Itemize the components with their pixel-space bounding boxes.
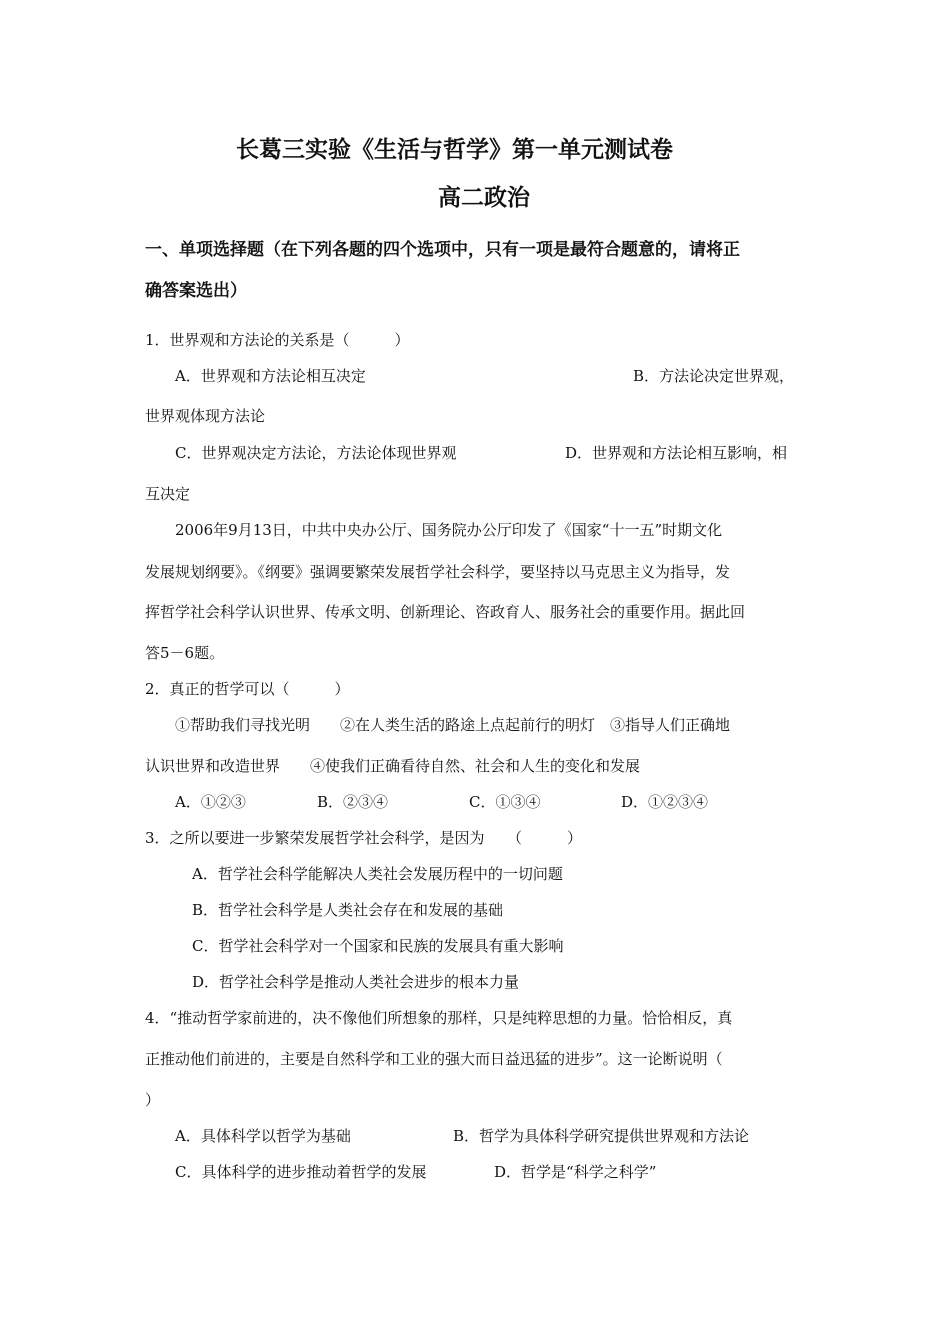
- q1-stem: 1．世界观和方法论的关系是（ ）: [145, 331, 410, 349]
- q4-option-a: A．具体科学以哲学为基础: [175, 1127, 351, 1145]
- q4-option-d: D．哲学是“科学之科学”: [494, 1163, 657, 1181]
- q3-option-a: A．哲学社会科学能解决人类社会发展历程中的一切问题: [192, 865, 563, 883]
- section-heading-line2: 确答案选出）: [145, 281, 247, 301]
- section-heading-line1: 一、单项选择题（在下列各题的四个选项中，只有一项是最符合题意的，请将正: [145, 240, 740, 260]
- q3-option-d: D．哲学社会科学是推动人类社会进步的根本力量: [192, 973, 520, 991]
- q1-option-a: A．世界观和方法论相互决定: [175, 367, 366, 385]
- document-title: 长葛三实验《生活与哲学》第一单元测试卷: [236, 137, 673, 163]
- q2-option-d: D．①②③④: [621, 793, 709, 811]
- q4-stem-line3: ）: [145, 1091, 161, 1109]
- material-line3: 挥哲学社会科学认识世界、传承文明、创新理论、咨政育人、服务社会的重要作用。据此回: [145, 603, 746, 621]
- q2-option-c: C．①③④: [469, 793, 541, 811]
- q2-stem: 2．真正的哲学可以（ ）: [145, 680, 350, 698]
- q2-items-line2: 认识世界和改造世界 ④使我们正确看待自然、社会和人生的变化和发展: [145, 757, 641, 775]
- document-subtitle: 高二政治: [438, 185, 530, 211]
- q2-option-a: A．①②③: [175, 793, 246, 811]
- q3-option-c: C．哲学社会科学对一个国家和民族的发展具有重大影响: [192, 937, 564, 955]
- q2-items-line1: ①帮助我们寻找光明 ②在人类生活的路途上点起前行的明灯 ③指导人们正确地: [175, 716, 731, 734]
- q1-option-c: C．世界观决定方法论，方法论体现世界观: [175, 444, 457, 462]
- material-line2: 发展规划纲要》。《纲要》强调要繁荣发展哲学社会科学，要坚持以马克思主义为指导，发: [145, 563, 731, 581]
- q1-option-b-line2: 世界观体现方法论: [145, 407, 266, 425]
- q4-stem-line2: 正推动他们前进的，主要是自然科学和工业的强大而日益迅猛的进步”。这一论断说明（: [145, 1050, 723, 1068]
- q1-option-d-line1: D．世界观和方法论相互影响，相: [565, 444, 788, 462]
- q2-option-b: B．②③④: [317, 793, 389, 811]
- q4-option-b: B．哲学为具体科学研究提供世界观和方法论: [453, 1127, 750, 1145]
- q1-option-b-line1: B．方法论决定世界观，: [633, 367, 795, 385]
- q4-stem-line1: 4．“推动哲学家前进的，决不像他们所想象的那样，只是纯粹思想的力量。恰恰相反，真: [145, 1009, 733, 1027]
- q3-option-b: B．哲学社会科学是人类社会存在和发展的基础: [192, 901, 504, 919]
- material-line1: 2006年9月13日，中共中央办公厅、国务院办公厅印发了《国家“十一五”时期文化: [175, 521, 723, 539]
- q3-stem: 3．之所以要进一步繁荣发展哲学社会科学，是因为 （ ）: [145, 829, 583, 847]
- q1-option-d-line2: 互决定: [145, 485, 191, 503]
- q4-option-c: C．具体科学的进步推动着哲学的发展: [175, 1163, 427, 1181]
- material-line4: 答5－6题。: [145, 644, 225, 662]
